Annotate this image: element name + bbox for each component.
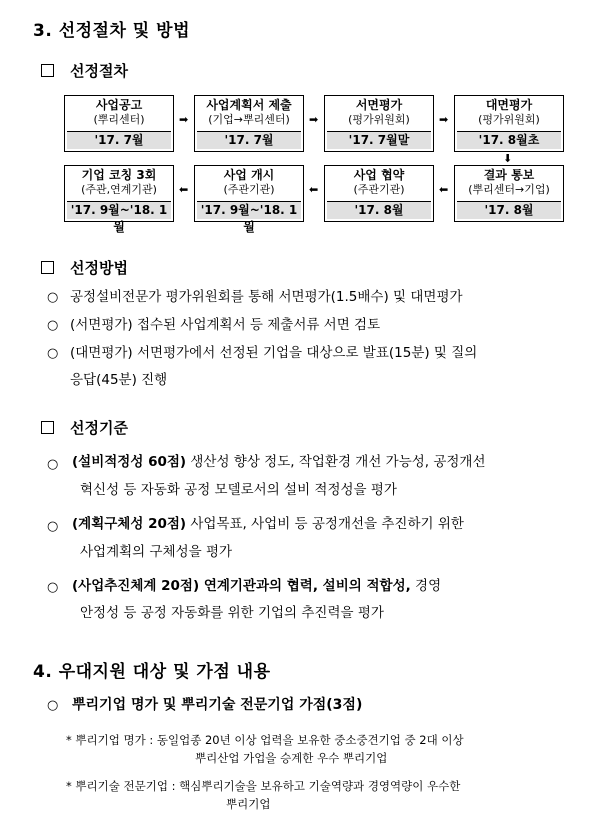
flow-step-title: 서면평가 bbox=[355, 98, 403, 112]
criteria-item-1 bbox=[72, 451, 486, 474]
arrow-right-icon: ➡ bbox=[179, 113, 189, 126]
circle-bullet-icon: ○ bbox=[47, 318, 59, 333]
circle-bullet-icon: ○ bbox=[47, 698, 59, 713]
arrow-left-icon: ⬅ bbox=[179, 183, 189, 196]
criteria-item-2-text: 사업목표, 사업비 등 공정개선을 추진하기 위한 bbox=[186, 516, 464, 532]
square-bullet-icon bbox=[41, 421, 54, 434]
criteria-item-3 bbox=[72, 575, 441, 598]
flow-step-2 bbox=[194, 95, 304, 152]
flow-step-sub: (뿌리센터→기업) bbox=[468, 183, 550, 196]
criteria-item-1-bold: (설비적정성 60점) bbox=[72, 454, 187, 470]
method-heading bbox=[41, 257, 128, 278]
flow-step-5 bbox=[454, 165, 564, 222]
flow-step-title: 사업공고 bbox=[95, 98, 143, 112]
circle-bullet-icon: ○ bbox=[47, 290, 59, 305]
flow-step-8 bbox=[64, 165, 174, 234]
flow-step-date: '17. 8월 bbox=[457, 201, 561, 219]
method-item-1: 공정설비전문가 평가위원회를 통해 서면평가(1.5배수) 및 대면평가 bbox=[70, 289, 463, 305]
flow-step-title: 기업 코칭 3회 bbox=[81, 168, 157, 182]
flow-step-date: '17. 7월 bbox=[67, 131, 171, 149]
arrow-left-icon: ⬅ bbox=[439, 183, 449, 196]
criteria-item-2-bold: (계획구체성 20점) bbox=[72, 516, 187, 532]
section-4-item: 뿌리기업 명가 및 뿌리기술 전문기업 가점(3점) bbox=[72, 697, 363, 713]
flow-step-1 bbox=[64, 95, 174, 152]
criteria-item-3-bold: (사업추진체계 20점) 연계기관과의 협력, 설비의 적합성, bbox=[72, 578, 411, 594]
criteria-item-1-text: 생산성 향상 정도, 작업환경 개선 가능성, 공정개선 bbox=[186, 454, 486, 470]
criteria-item-2-cont: 사업계획의 구체성을 평가 bbox=[80, 544, 233, 560]
section-3-title: 3. 선정절차 및 방법 bbox=[33, 21, 190, 41]
note-2-cont: 뿌리기업 bbox=[226, 797, 271, 811]
section-4-title: 4. 우대지원 대상 및 가점 내용 bbox=[33, 662, 271, 682]
flow-step-date: '17. 7월말 bbox=[327, 131, 431, 149]
flow-step-date: '17. 8월 bbox=[327, 201, 431, 219]
flow-step-date: '17. 9월~'18. 1월 bbox=[67, 201, 171, 219]
criteria-item-3-cont: 안정성 등 공정 자동화를 위한 기업의 추진력을 평가 bbox=[80, 605, 384, 621]
note-1: * 뿌리기업 명가 : 동일업종 20년 이상 업력을 보유한 중소중견기업 중 2대 이상 bbox=[66, 733, 464, 747]
criteria-heading-label: 선정기준 bbox=[70, 419, 128, 437]
method-item-3-cont: 응답(45분) 진행 bbox=[70, 372, 168, 388]
flow-step-4 bbox=[454, 95, 564, 152]
flow-step-title: 사업 개시 bbox=[223, 168, 275, 182]
method-heading-label: 선정방법 bbox=[70, 259, 128, 277]
criteria-heading bbox=[41, 417, 128, 438]
circle-bullet-icon: ○ bbox=[47, 519, 59, 534]
flow-step-sub: (평가위원회) bbox=[478, 113, 540, 126]
flow-step-sub: (주관,연계기관) bbox=[81, 183, 157, 196]
circle-bullet-icon: ○ bbox=[47, 457, 59, 472]
flow-step-title: 대면평가 bbox=[485, 98, 533, 112]
square-bullet-icon bbox=[41, 261, 54, 274]
arrow-right-icon: ➡ bbox=[309, 113, 319, 126]
procedure-heading bbox=[41, 60, 128, 81]
flow-step-sub: (뿌리센터) bbox=[93, 113, 145, 126]
flow-step-sub: (주관기관) bbox=[353, 183, 405, 196]
criteria-item-3-text: 경영 bbox=[410, 578, 442, 594]
flow-step-title: 사업계획서 제출 bbox=[206, 98, 292, 112]
flow-step-date: '17. 7월 bbox=[197, 131, 301, 149]
flow-step-6 bbox=[324, 165, 434, 222]
flow-step-date: '17. 9월~'18. 1월 bbox=[197, 201, 301, 219]
circle-bullet-icon: ○ bbox=[47, 346, 59, 361]
flow-step-3 bbox=[324, 95, 434, 152]
arrow-left-icon: ⬅ bbox=[309, 183, 319, 196]
arrow-right-icon: ➡ bbox=[439, 113, 449, 126]
flow-step-sub: (평가위원회) bbox=[348, 113, 410, 126]
flow-step-title: 결과 통보 bbox=[483, 168, 535, 182]
note-2: * 뿌리기술 전문기업 : 핵심뿌리기술을 보유하고 기술역량과 경영역량이 우수한 bbox=[66, 779, 461, 793]
note-1-cont: 뿌리산업 가업을 승계한 우수 뿌리기업 bbox=[195, 751, 388, 765]
arrow-down-icon: ⬇ bbox=[503, 152, 513, 165]
method-item-3: (대면평가) 서면평가에서 선정된 기업을 대상으로 발표(15분) 및 질의 bbox=[70, 345, 478, 361]
circle-bullet-icon: ○ bbox=[47, 580, 59, 595]
flow-step-7 bbox=[194, 165, 304, 234]
criteria-item-2 bbox=[72, 513, 464, 536]
square-bullet-icon bbox=[41, 64, 54, 77]
flow-step-sub: (주관기관) bbox=[223, 183, 275, 196]
flow-step-title: 사업 협약 bbox=[353, 168, 405, 182]
procedure-heading-label: 선정절차 bbox=[70, 62, 128, 80]
flow-step-date: '17. 8월초 bbox=[457, 131, 561, 149]
method-item-2: (서면평가) 접수된 사업계획서 등 제출서류 서면 검토 bbox=[70, 317, 381, 333]
flow-step-sub: (기업→뿌리센터) bbox=[208, 113, 290, 126]
criteria-item-1-cont: 혁신성 등 자동화 공정 모델로서의 설비 적정성을 평가 bbox=[80, 482, 397, 498]
